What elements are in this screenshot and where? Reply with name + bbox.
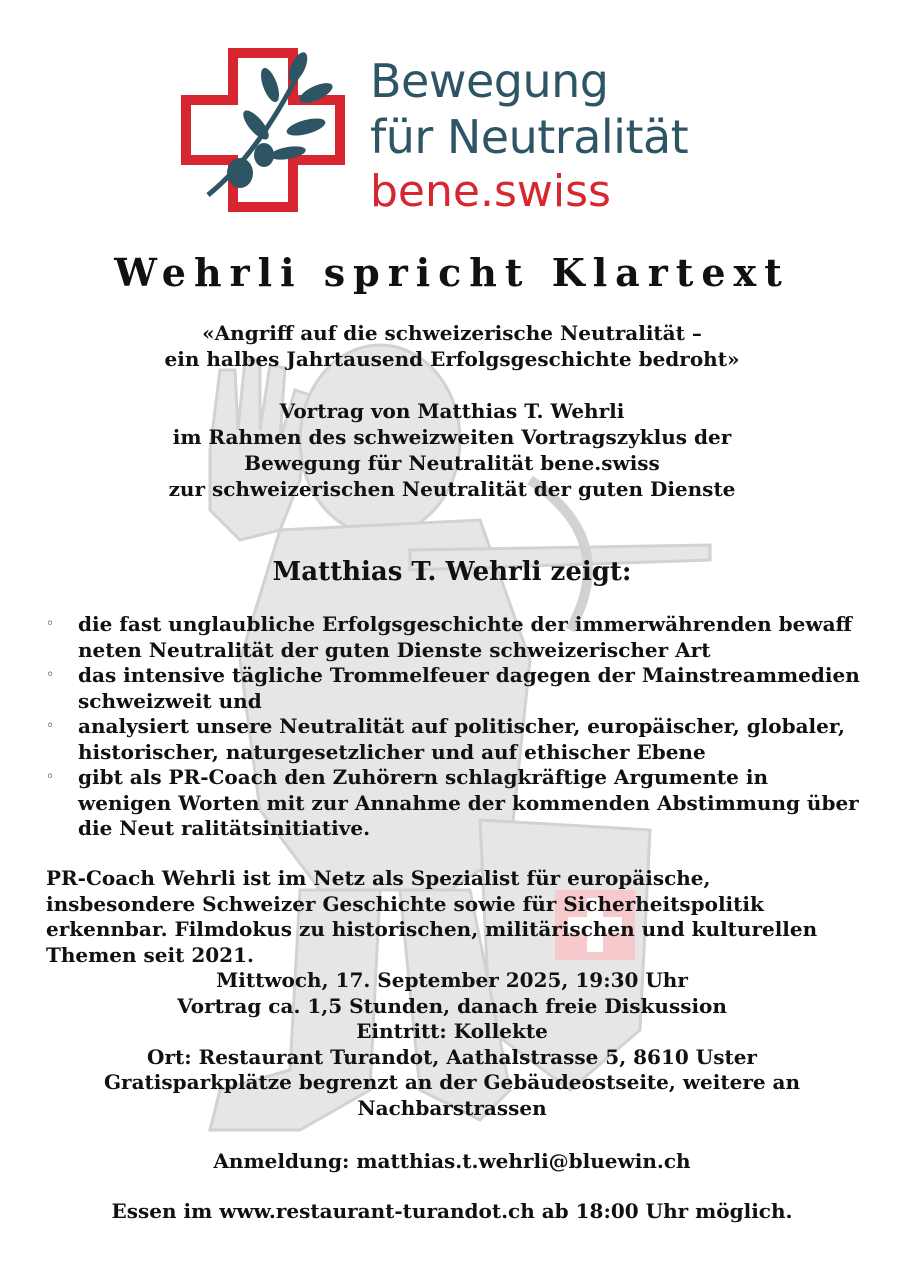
list-item-text: gibt als PR-Coach den Zuhörern schlagkräftige Argumente in wenigen Worten mit zur Annahme der kommenden Abstimmung über die Neut ralitätsinitiative. — [78, 765, 859, 840]
section-heading: Matthias T. Wehrli zeigt: — [272, 557, 632, 587]
bullet-marker: ◦ — [46, 667, 55, 683]
event-entry: Eintritt: Kollekte — [356, 1019, 548, 1044]
lecture-line: Vortrag von Matthias T. Wehrli — [279, 399, 625, 423]
list-item — [46, 714, 866, 765]
quote-line: ein halbes Jahrtausend Erfolgsgeschichte bedroht» — [164, 347, 740, 371]
event-date: Mittwoch, 17. September 2025, 19:30 Uhr — [216, 968, 688, 992]
registration-info: Anmeldung: matthias.t.wehrli@bluewin.ch — [213, 1149, 691, 1173]
list-item — [46, 612, 866, 663]
event-duration: Vortrag ca. 1,5 Stunden, danach freie Diskussion — [177, 993, 727, 1018]
bullet-marker: ◦ — [46, 616, 55, 632]
list-item-text: das intensive tägliche Trommelfeuer dagegen der Mainstreammedien schweizweit und — [78, 663, 860, 713]
logo-wordmark — [370, 53, 688, 219]
speaker-bio-paragraph: PR-Coach Wehrli ist im Netz als Spezialist für europäische, insbesondere Schweizer Geschichte sowie für Sicherheitspolitik erkennbar. Filmdokus zu historischen, militärischen und kulturellen Themen seit 2021. — [46, 866, 818, 967]
lecture-line: im Rahmen des schweizweiten Vortragszyklus der — [172, 425, 732, 449]
bullet-marker: ◦ — [46, 718, 55, 734]
event-details — [20, 968, 884, 1122]
list-item-text: analysiert unsere Neutralität auf politischer, europäischer, globaler, historischer, naturgesetzlicher und auf ethischer Ebene — [78, 714, 845, 764]
list-item — [46, 663, 866, 714]
swiss-cross-olive-branch-icon — [178, 45, 348, 215]
list-item — [46, 765, 866, 842]
quote-line: «Angriff auf die schweizerische Neutralität – — [202, 321, 702, 345]
food-info: Essen im www.restaurant-turandot.ch ab 18:00 Uhr möglich. — [111, 1199, 793, 1223]
lecture-topic-quote — [20, 320, 884, 372]
list-item-text: die fast unglaubliche Erfolgsgeschichte der immerwährenden bewaff neten Neutralität der guten Dienste schweizerischer Art — [78, 612, 852, 662]
event-location: Ort: Restaurant Turandot, Aathalstrasse 5, 8610 Uster — [147, 1044, 757, 1069]
lecture-line: Bewegung für Neutralität bene.swiss — [244, 451, 660, 475]
page-title: Wehrli spricht Klartext — [114, 250, 790, 295]
bullet-marker: ◦ — [46, 769, 55, 785]
logo-line-1: Bewegung — [370, 54, 609, 108]
lecture-line: zur schweizerischen Neutralität der guten Dienste — [168, 477, 736, 501]
topic-list — [46, 612, 866, 842]
bene-swiss-logo — [178, 45, 738, 220]
lecture-info — [20, 398, 884, 502]
logo-line-2: für Neutralität — [370, 110, 689, 164]
logo-line-3: bene.swiss — [370, 166, 611, 217]
event-parking: Gratisparkplätze begrenzt an der Gebäudeostseite, weitere an Nachbarstrassen — [103, 1070, 801, 1120]
